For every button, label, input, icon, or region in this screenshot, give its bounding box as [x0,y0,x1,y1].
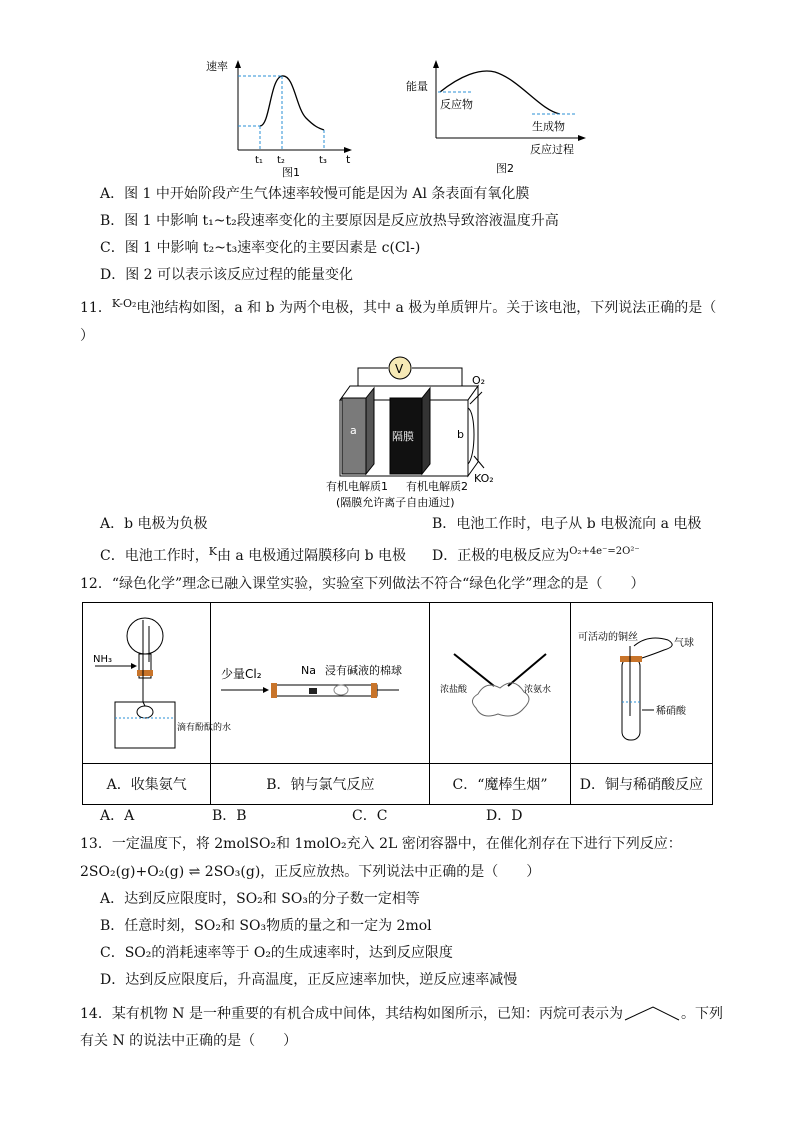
smoke-cloud [472,683,529,716]
inverted-funnel [137,706,153,718]
fig1-y-arrow [235,60,241,68]
copper-label: 可活动的铜丝 [578,632,639,643]
q14-stem-post: 。下列 [680,1006,723,1022]
voltmeter-label: V [395,362,404,376]
q10-option-b: B．图 1 中影响 t₁~t₂段速率变化的主要原因是反应放热导致溶液温度升高 [100,213,559,229]
propane-skeletal-icon [623,1004,681,1024]
fig1-curve [260,76,324,130]
na-label: Na [301,664,317,677]
electrolyte-2-label: 有机电解质2 [406,480,468,493]
q13-stem-1: 13．一定温度下，将 2molSO₂和 1molO₂充入 2L 密闭容器中，在催化剂存在下进行下列反应： [80,836,682,852]
cl2-label: 少量Cl₂ [221,667,262,681]
o2-label: O₂ [472,374,486,387]
test-tube [622,658,640,740]
balloon-label: 气球 [674,638,695,649]
q12-cell-c-figure [430,603,570,764]
q13-stem-2: 2SO₂(g)+O₂(g) ⇌ 2SO₃(g)，正反应放热。下列说法中正确的是（ ） [80,864,541,880]
beaker [115,702,175,748]
q10-option-a: A．图 1 中开始阶段产生气体速率较慢可能是因为 Al 条表面有氧化膜 [100,186,530,202]
ko2-label: KO₂ [474,472,494,485]
fig1-t1: t₁ [255,155,263,166]
rod-left [454,654,494,686]
q11-option-b: B．电池工作时，电子从 b 电极流向 a 电极 [432,516,702,532]
q13-option-a: A．达到反应限度时，SO₂和 SO₃的分子数一定相等 [100,891,420,907]
electrode-a-side [366,388,374,474]
q12-answer-c: C．C [352,808,388,824]
q11-stem [80,298,716,319]
q12-cell-d-figure [570,603,712,764]
fig1-t3: t₃ [319,155,327,166]
q11-number: 11． [80,300,112,316]
cl2-arrowhead [263,687,269,693]
fig2-reactant: 反应物 [440,98,473,111]
hcl-label: 浓盐酸 [440,685,468,695]
cotton-label: 浸有碱液的棉球 [325,664,403,677]
q11-option-c [100,546,406,567]
cotton-ball [334,685,348,695]
q14-stem-1 [80,1004,723,1024]
q11-option-c-post: 由 a 电极通过隔膜移向 b 电极 [216,548,407,564]
q14-stem-pre: 14．某有机物 N 是一种重要的有机合成中间体，其结构如图所示，已知：丙烷可表示为 [80,1006,623,1022]
funnel-tube [143,694,145,706]
q12-experiment-table [82,602,713,805]
fig1-caption: 图1 [282,166,300,179]
nh3-label: NH₃ [92,654,112,665]
q12-stem: 12．“绿色化学”理念已融入课堂实验，实验室下列做法不符合“绿色化学”理念的是（ ） [80,576,645,592]
electrolyte-1-label: 有机电解质1 [326,480,388,493]
fig2-product: 生成物 [532,120,565,133]
q13-option-c: C．SO₂的消耗速率等于 O₂的生成速率时，达到反应限度 [100,945,453,961]
figure-sodium-chlorine [213,606,427,756]
q14-stem-2: 有关 N 的说法中正确的是（ ） [80,1033,298,1049]
q11-stem-end: ） [80,328,94,344]
water-label: 滴有酚酞的水 [176,723,231,733]
q11-option-c-k: K [208,545,217,558]
q11-stem-text: 电池结构如图，a 和 b 为两个电极，其中 a 极为单质钾片。关于该电池，下列说法正确的是（ [136,300,717,316]
nh3-arrowhead [131,663,137,669]
tube-stopper [620,656,642,662]
q13-option-b: B．任意时刻，SO₂和 SO₃物质的量之和一定为 2mol [100,918,432,934]
q11-option-d-pre: D．正极的电极反应为 [432,548,570,564]
q11-option-c-pre: C．电池工作时， [100,548,209,564]
stopper [137,670,153,676]
right-stopper [371,683,377,698]
q12-cell-a-figure [83,603,231,764]
membrane-label: 隔膜 [392,430,414,443]
fig2-caption: 图2 [496,162,514,175]
q12-cell-b-figure [211,603,430,764]
rod-right [508,654,546,686]
q10-option-c: C．图 1 中影响 t₂~t₃速率变化的主要因素是 c(Cl-) [100,240,421,256]
balloon-icon [634,638,672,658]
q13-option-d: D．达到反应限度后，升高温度，正反应速率加快，逆反应速率减慢 [100,972,518,988]
q10-option-d: D．图 2 可以表示该反应过程的能量变化 [100,267,354,283]
fig2-ylabel: 能量 [406,80,428,93]
fig1-ylabel: 速率 [206,60,228,73]
left-stopper [271,683,277,698]
hno3-label: 稀硝酸 [656,706,687,717]
q12-answer-d: D．D [486,808,523,824]
figure-2-energy-diagram [400,56,600,176]
q11-option-d [432,546,640,568]
fig2-y-arrow [433,60,439,68]
fig1-xlabel: t [346,153,351,166]
q12-label-b: B．钠与氯气反应 [211,764,430,805]
flask [127,618,163,654]
figure-copper-nitric [572,606,710,756]
glass-tube [273,685,377,696]
q12-label-a: A．收集氨气 [83,764,211,805]
fig2-xlabel: 反应过程 [530,143,574,156]
electrode-a-label: a [350,424,357,437]
fig2-x-arrow [578,135,586,141]
ammonia-label: 浓氨水 [524,685,552,695]
q12-label-d: D．铜与稀硝酸反应 [570,764,712,805]
membrane-side [422,388,430,474]
q11-option-a: A．b 电极为负极 [100,516,208,532]
figure-magic-smoke [432,606,568,756]
fig1-t2: t₂ [277,155,285,166]
membrane-note: (隔膜允许离子自由通过) [336,496,455,509]
sodium-piece [309,688,317,694]
figure-collect-ammonia [85,606,231,756]
figure-1-rate-curve [200,48,370,178]
q12-answer-b: B．B [212,808,247,824]
q11-option-d-eq: O₂+4e⁻=2O²⁻ [569,546,640,557]
electrode-b-label: b [457,428,464,441]
figure-k-o2-battery [318,352,498,512]
q12-answer-a: A．A [100,808,135,824]
q11-formula: K-O₂ [111,297,137,310]
q12-label-c: C．“魔棒生烟” [430,764,570,805]
